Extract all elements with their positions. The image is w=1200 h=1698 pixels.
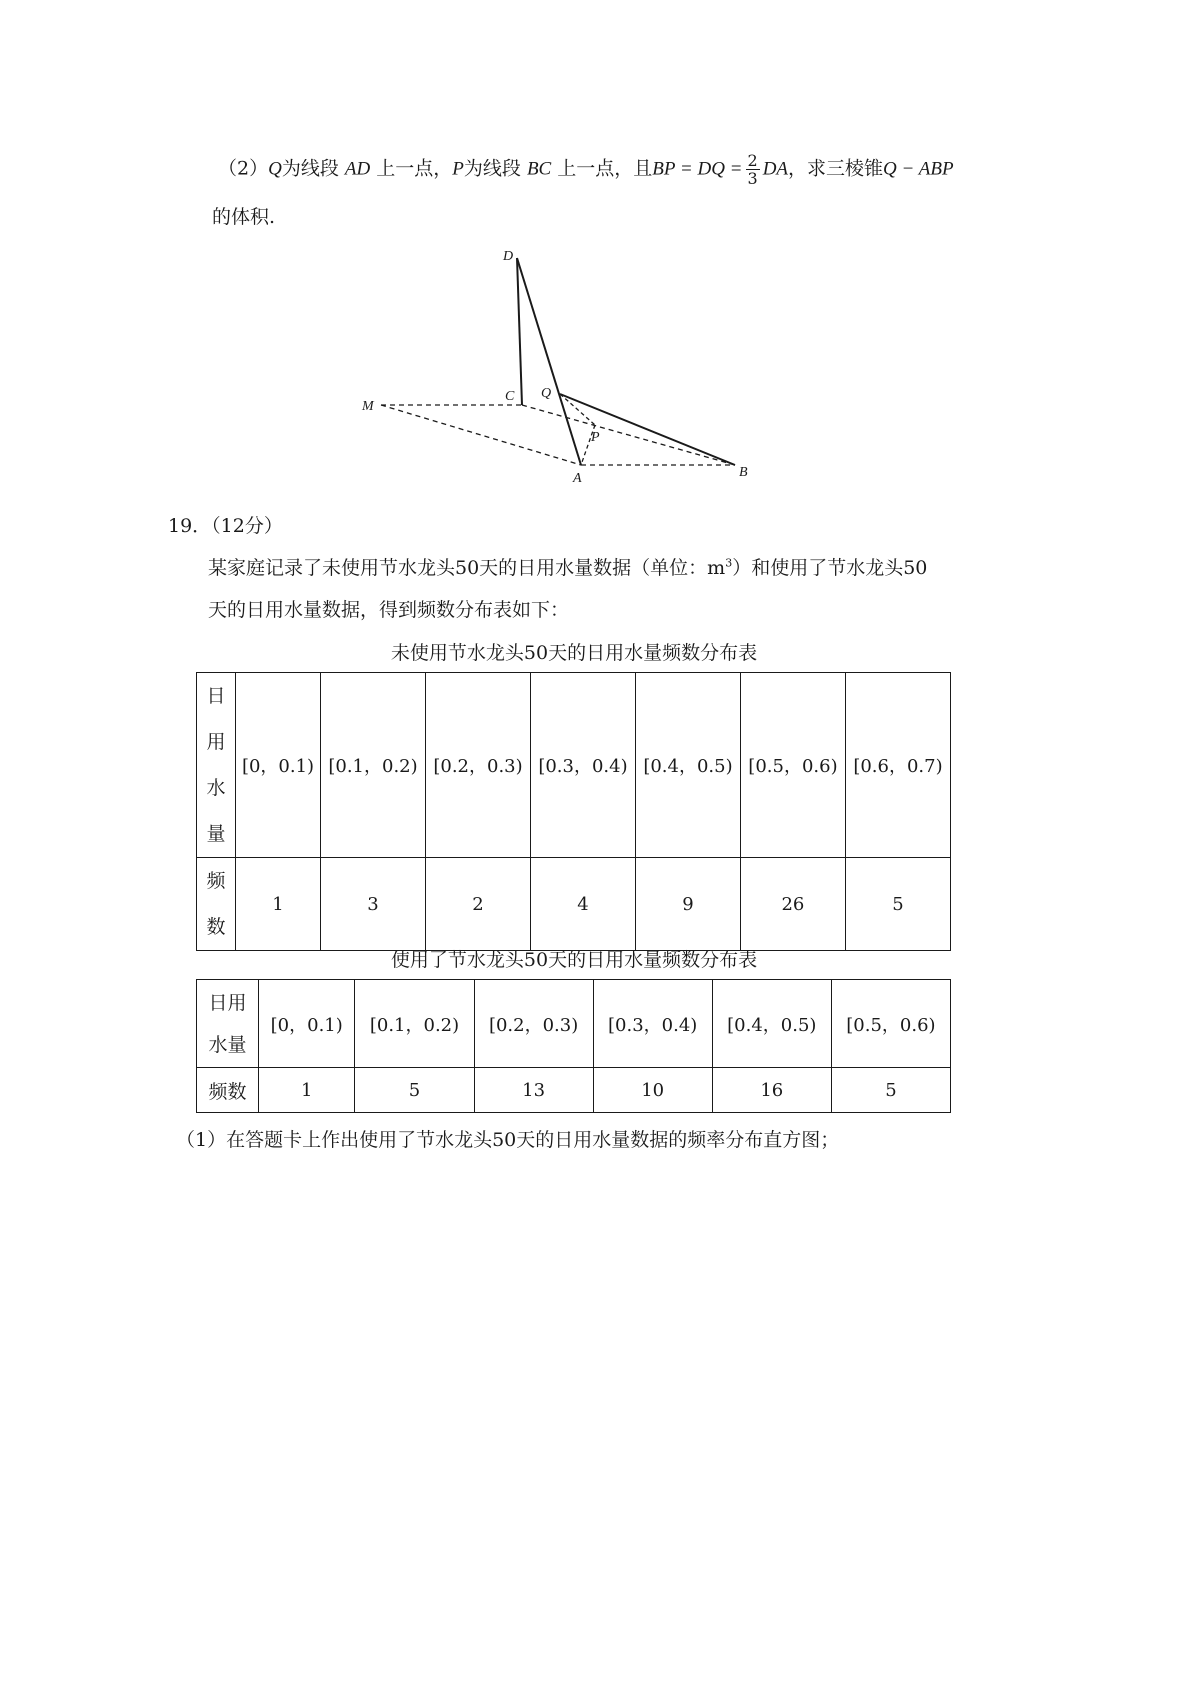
table1-interval-cell: [0.4，0.5) xyxy=(635,673,740,858)
table1-frequency-cell: 1 xyxy=(236,858,321,951)
table1-caption: 未使用节水龙头50天的日用水量频数分布表 xyxy=(390,642,758,664)
pyramid-figure xyxy=(360,240,780,500)
table2-interval-cell: [0.3，0.4) xyxy=(593,980,712,1068)
table2-interval-cell: [0.1，0.2) xyxy=(355,980,474,1068)
table1-row-interval xyxy=(197,673,951,858)
edge-CB xyxy=(522,405,735,465)
table2-frequency-cell: 5 xyxy=(831,1068,950,1113)
label-C: C xyxy=(505,389,515,404)
q19-header: 19．（12分） xyxy=(168,515,283,537)
table2-frequency-cell: 16 xyxy=(712,1068,831,1113)
q19-part1: （1）在答题卡上作出使用了节水龙头50天的日用水量数据的频率分布直方图； xyxy=(176,1129,840,1151)
table-without-faucet xyxy=(196,672,951,951)
table1-frequency-cell: 4 xyxy=(530,858,635,951)
table2-frequency-cell: 13 xyxy=(474,1068,593,1113)
table1-interval-cell: [0.1，0.2) xyxy=(321,673,426,858)
table2-frequency-cell: 5 xyxy=(355,1068,474,1113)
table1-row-label-daily-water: 日 用 水 量 xyxy=(197,673,236,858)
table2-interval-cell: [0.4，0.5) xyxy=(712,980,831,1068)
table2-caption: 使用了节水龙头50天的日用水量频数分布表 xyxy=(390,949,758,971)
edge-MA xyxy=(381,405,581,465)
q18-part2-line1: （2）Q为线段 AD 上一点，P为线段 BC 上一点，且BP = DQ = $\frac{2}{3}$ DA，求三棱锥Q − ABP xyxy=(218,151,954,188)
table1-row-frequency xyxy=(197,858,951,951)
table2-row-label-daily-water: 日用 水量 xyxy=(197,980,259,1068)
table1-interval-cell: [0，0.1) xyxy=(236,673,321,858)
table2-row-label-frequency: 频数 xyxy=(197,1068,259,1113)
table1-interval-cell: [0.3，0.4) xyxy=(530,673,635,858)
table1-frequency-cell: 5 xyxy=(845,858,950,951)
q19-intro-line2: 天的日用水量数据，得到频数分布表如下： xyxy=(208,599,570,621)
table1-frequency-cell: 26 xyxy=(740,858,845,951)
table-with-faucet xyxy=(196,979,951,1113)
table2-row-interval xyxy=(197,980,951,1068)
edge-DC xyxy=(517,258,522,405)
label-P: P xyxy=(591,430,600,445)
label-A: A xyxy=(573,471,582,486)
table1-interval-cell: [0.2，0.3) xyxy=(426,673,531,858)
table2-frequency-cell: 10 xyxy=(593,1068,712,1113)
q19-intro-line1: 某家庭记录了未使用节水龙头50天的日用水量数据（单位：$m^3$）和使用了节水龙头50 xyxy=(208,556,928,579)
table2-interval-cell: [0.5，0.6) xyxy=(831,980,950,1068)
label-D: D xyxy=(503,249,514,264)
q18-part2-line2: 的体积. xyxy=(212,206,276,228)
edge-DA xyxy=(517,258,581,465)
label-M: M xyxy=(362,399,374,414)
table1-row-label-frequency: 频 数 xyxy=(197,858,236,951)
table2-interval-cell: [0，0.1) xyxy=(259,980,355,1068)
table2-interval-cell: [0.2，0.3) xyxy=(474,980,593,1068)
fraction-two-thirds: $\frac{2}{3}$ xyxy=(747,151,758,188)
label-B: B xyxy=(739,465,748,480)
label-Q: Q xyxy=(541,386,552,401)
table1-frequency-cell: 9 xyxy=(635,858,740,951)
table1-frequency-cell: 2 xyxy=(426,858,531,951)
table2-row-frequency xyxy=(197,1068,951,1113)
table1-frequency-cell: 3 xyxy=(321,858,426,951)
table1-interval-cell: [0.6，0.7) xyxy=(845,673,950,858)
edge-QB xyxy=(560,394,735,465)
table1-interval-cell: [0.5，0.6) xyxy=(740,673,845,858)
table2-frequency-cell: 1 xyxy=(259,1068,355,1113)
